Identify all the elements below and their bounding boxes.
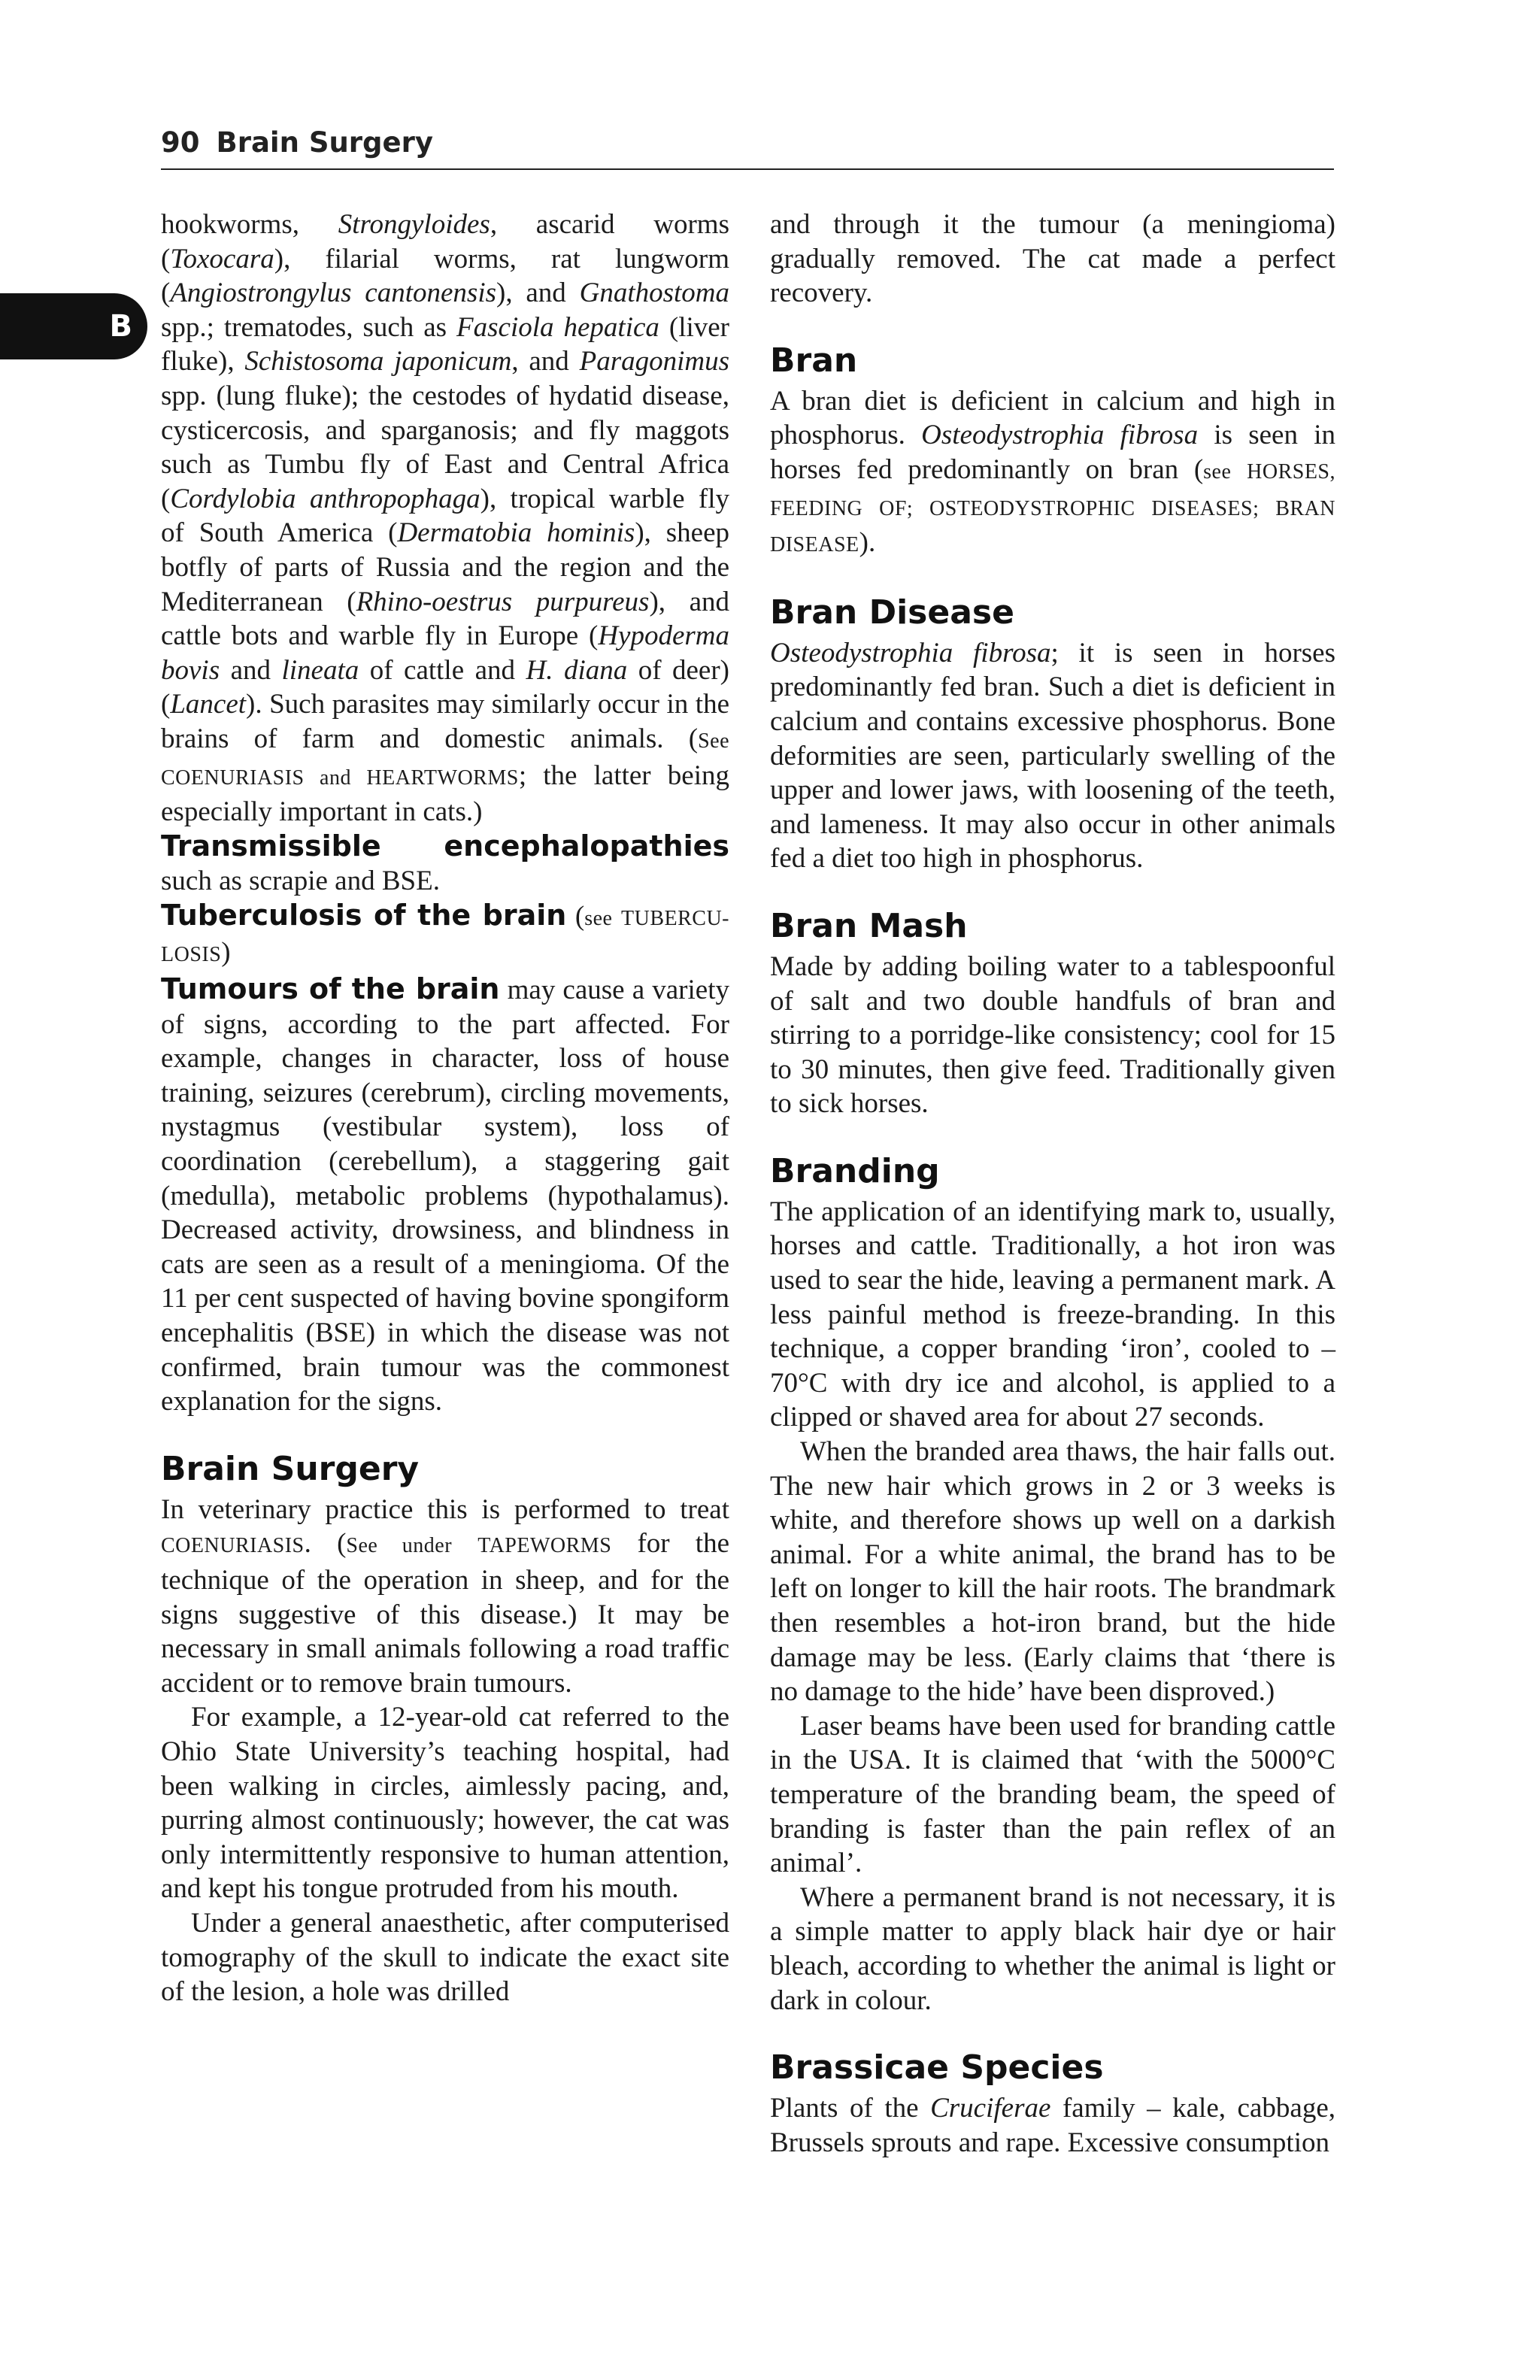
- cross-reference: HORSES, FEEDING OF; OSTEODYSTROPHIC DISEASES; BRAN DISEASE: [770, 459, 1335, 557]
- branding-paragraph-4: Where a permanent brand is not necessary, it is a simple matter to apply black hair dye or hair bleach, according to whether the animal is light or dark in colour.: [770, 1881, 1335, 2016]
- cross-reference: TAPEWORMS: [477, 1534, 612, 1558]
- cross-reference: COENURIASIS: [161, 766, 305, 790]
- brain-surgery-paragraph-2: For example, a 12-year-old cat referred to the Ohio State University’s teaching hospital, had been walking in circles, aimlessly pacing, and, purring almost continuously; however, the cat was only intermittently responsive to human attention, and kept his tongue protruded from his mouth.: [161, 1702, 729, 1905]
- parasites-paragraph: hookworms, Strongyloides, ascarid worms (Toxocara), filarial worms, rat lungworm (Angiostrongylus cantonensis), and Gnathostoma spp.; trematodes, such as Fasciola hepatica (liver fluke), Schistosoma japonicum, and Paragonimus spp. (lung fluke); the cestodes of hydatid disease, cysticercosis, and sparganosis; and fly maggots such as Tumbu fly of East and Central Africa (Cordylobia anthropophaga), tropical warble fly of South America (Dermatobia hominis), sheep botfly of parts of Russia and the region and the Mediterranean (Rhino-oestrus purpureus), and cattle bots and warble fly in Europe (Hypoderma bovis and lineata of cattle and H. diana of deer) (Lancet). Such parasites may similarly occur in the brains of farm and domestic animals. (See COENURIASIS and HEARTWORMS; the latter being especially important in cats.): [161, 209, 730, 828]
- branding-paragraph-3: Laser beams have been used for branding cattle in the USA. It is claimed that ‘with the 5000°C temperature of the branding beam, the speed of branding is faster than the pain reflex of an animal’.: [770, 1710, 1335, 1879]
- subentry-term: Tuberculosis of the brain: [161, 898, 567, 932]
- entry-heading-brassicae-species: Brassicae Species: [770, 2048, 1104, 2087]
- right-column: [770, 208, 1335, 2160]
- brain-surgery-paragraph-3: Under a general anaesthetic, after computerised tomography of the skull to indicate the exact site of the lesion, a hole was drilled: [161, 1907, 729, 2008]
- transmissible-entry: Transmissible encephalopathies such as scrapie and BSE.: [161, 829, 729, 897]
- continuation-paragraph: and through it the tumour (a meningioma) gradually removed. The cat made a perfect recovery.: [770, 209, 1335, 309]
- running-head: [161, 126, 1334, 170]
- cross-reference: TUBERCU-LOSIS: [161, 906, 729, 967]
- thumb-index-letter: B: [109, 309, 132, 344]
- subentry-term: Transmissible encephalopathies: [161, 829, 729, 863]
- running-title: Brain Surgery: [216, 126, 434, 159]
- tumours-entry: Tumours of the brain may cause a variety of signs, according to the part affected. For example, changes in character, loss of house training, seizures (cerebrum), circling movements, nystagmus (vestibular system), loss of coordination (cerebellum), a staggering gait (medulla), metabolic problems (hypothalamus). Decreased activity, drowsiness, and blindness in cats are seen as a result of a meningioma. Of the 11 per cent suspected of having bovine spongiform encephalitis (BSE) in which the disease was not confirmed, brain tumour was the commonest explanation for the signs.: [161, 972, 729, 1417]
- branding-paragraph-2: When the branded area thaws, the hair falls out. The new hair which grows in 2 or 3 weeks is white, and therefore shows up well on a darkish animal. For a white animal, the brand has to be left on longer to kill the hair roots. The brandmark then resembles a hot-iron brand, but the hide damage may be less. (Early claims that ‘there is no damage to the hide’ have been disproved.): [770, 1436, 1335, 1708]
- entry-heading-brain-surgery: Brain Surgery: [161, 1449, 420, 1488]
- bran-mash-paragraph: Made by adding boiling water to a tablespoonful of salt and two double handfuls of bran and stirring to a porridge-like consistency; cool for 15 to 30 minutes, then give feed. Traditionally given to sick horses.: [770, 950, 1335, 1120]
- bran-disease-paragraph: Osteodystrophia fibrosa; it is seen in horses predominantly fed bran. Such a diet is deficient in calcium and contains excessive phosphorus. Bone deformities are seen, particularly swelling of the upper and lower jaws, with loosening of the teeth, and lameness. It may also occur in other animals fed a diet too high in phosphorus.: [770, 637, 1335, 875]
- branding-paragraph-1: The application of an identifying mark to, usually, horses and cattle. Traditionally, a hot iron was used to sear the hide, leaving a permanent mark. A less painful method is freeze-branding. In this technique, a copper branding ‘iron’, cooled to –70°C with dry ice and alcohol, is applied to a clipped or shaved area for about 27 seconds.: [770, 1196, 1335, 1433]
- cross-reference: HEARTWORMS: [366, 766, 519, 790]
- subentry-term: Tumours of the brain: [161, 972, 500, 1006]
- tuberculosis-entry: Tuberculosis of the brain (see TUBERCU-LOSIS): [161, 898, 729, 969]
- cross-reference: COENURIASIS: [161, 1534, 305, 1558]
- brain-surgery-paragraph-1: In veterinary practice this is performed to treat COENURIASIS. (See under TAPEWORMS for the technique of the operation in sheep, and for the signs suggestive of this disease.) It may be necessary in small animals following a road traffic accident or to remove brain tumours.: [161, 1493, 729, 1699]
- brassicae-paragraph: Plants of the Cruciferae family – kale, cabbage, Brussels sprouts and rape. Excessive consumption: [770, 2093, 1335, 2158]
- entry-heading-bran: Bran: [770, 341, 858, 380]
- entry-heading-bran-mash: Bran Mash: [770, 906, 968, 945]
- left-column: [161, 208, 729, 2009]
- entry-heading-branding: Branding: [770, 1151, 940, 1190]
- page-number: 90: [161, 126, 200, 159]
- thumb-index-tab: [0, 293, 147, 359]
- bran-paragraph: A bran diet is deficient in calcium and high in phosphorus. Osteodystrophia fibrosa is seen in horses fed predominantly on bran (see HORSES, FEEDING OF; OSTEODYSTROPHIC DISEASES; BRAN DISEASE).: [770, 385, 1336, 559]
- entry-heading-bran-disease: Bran Disease: [770, 593, 1014, 632]
